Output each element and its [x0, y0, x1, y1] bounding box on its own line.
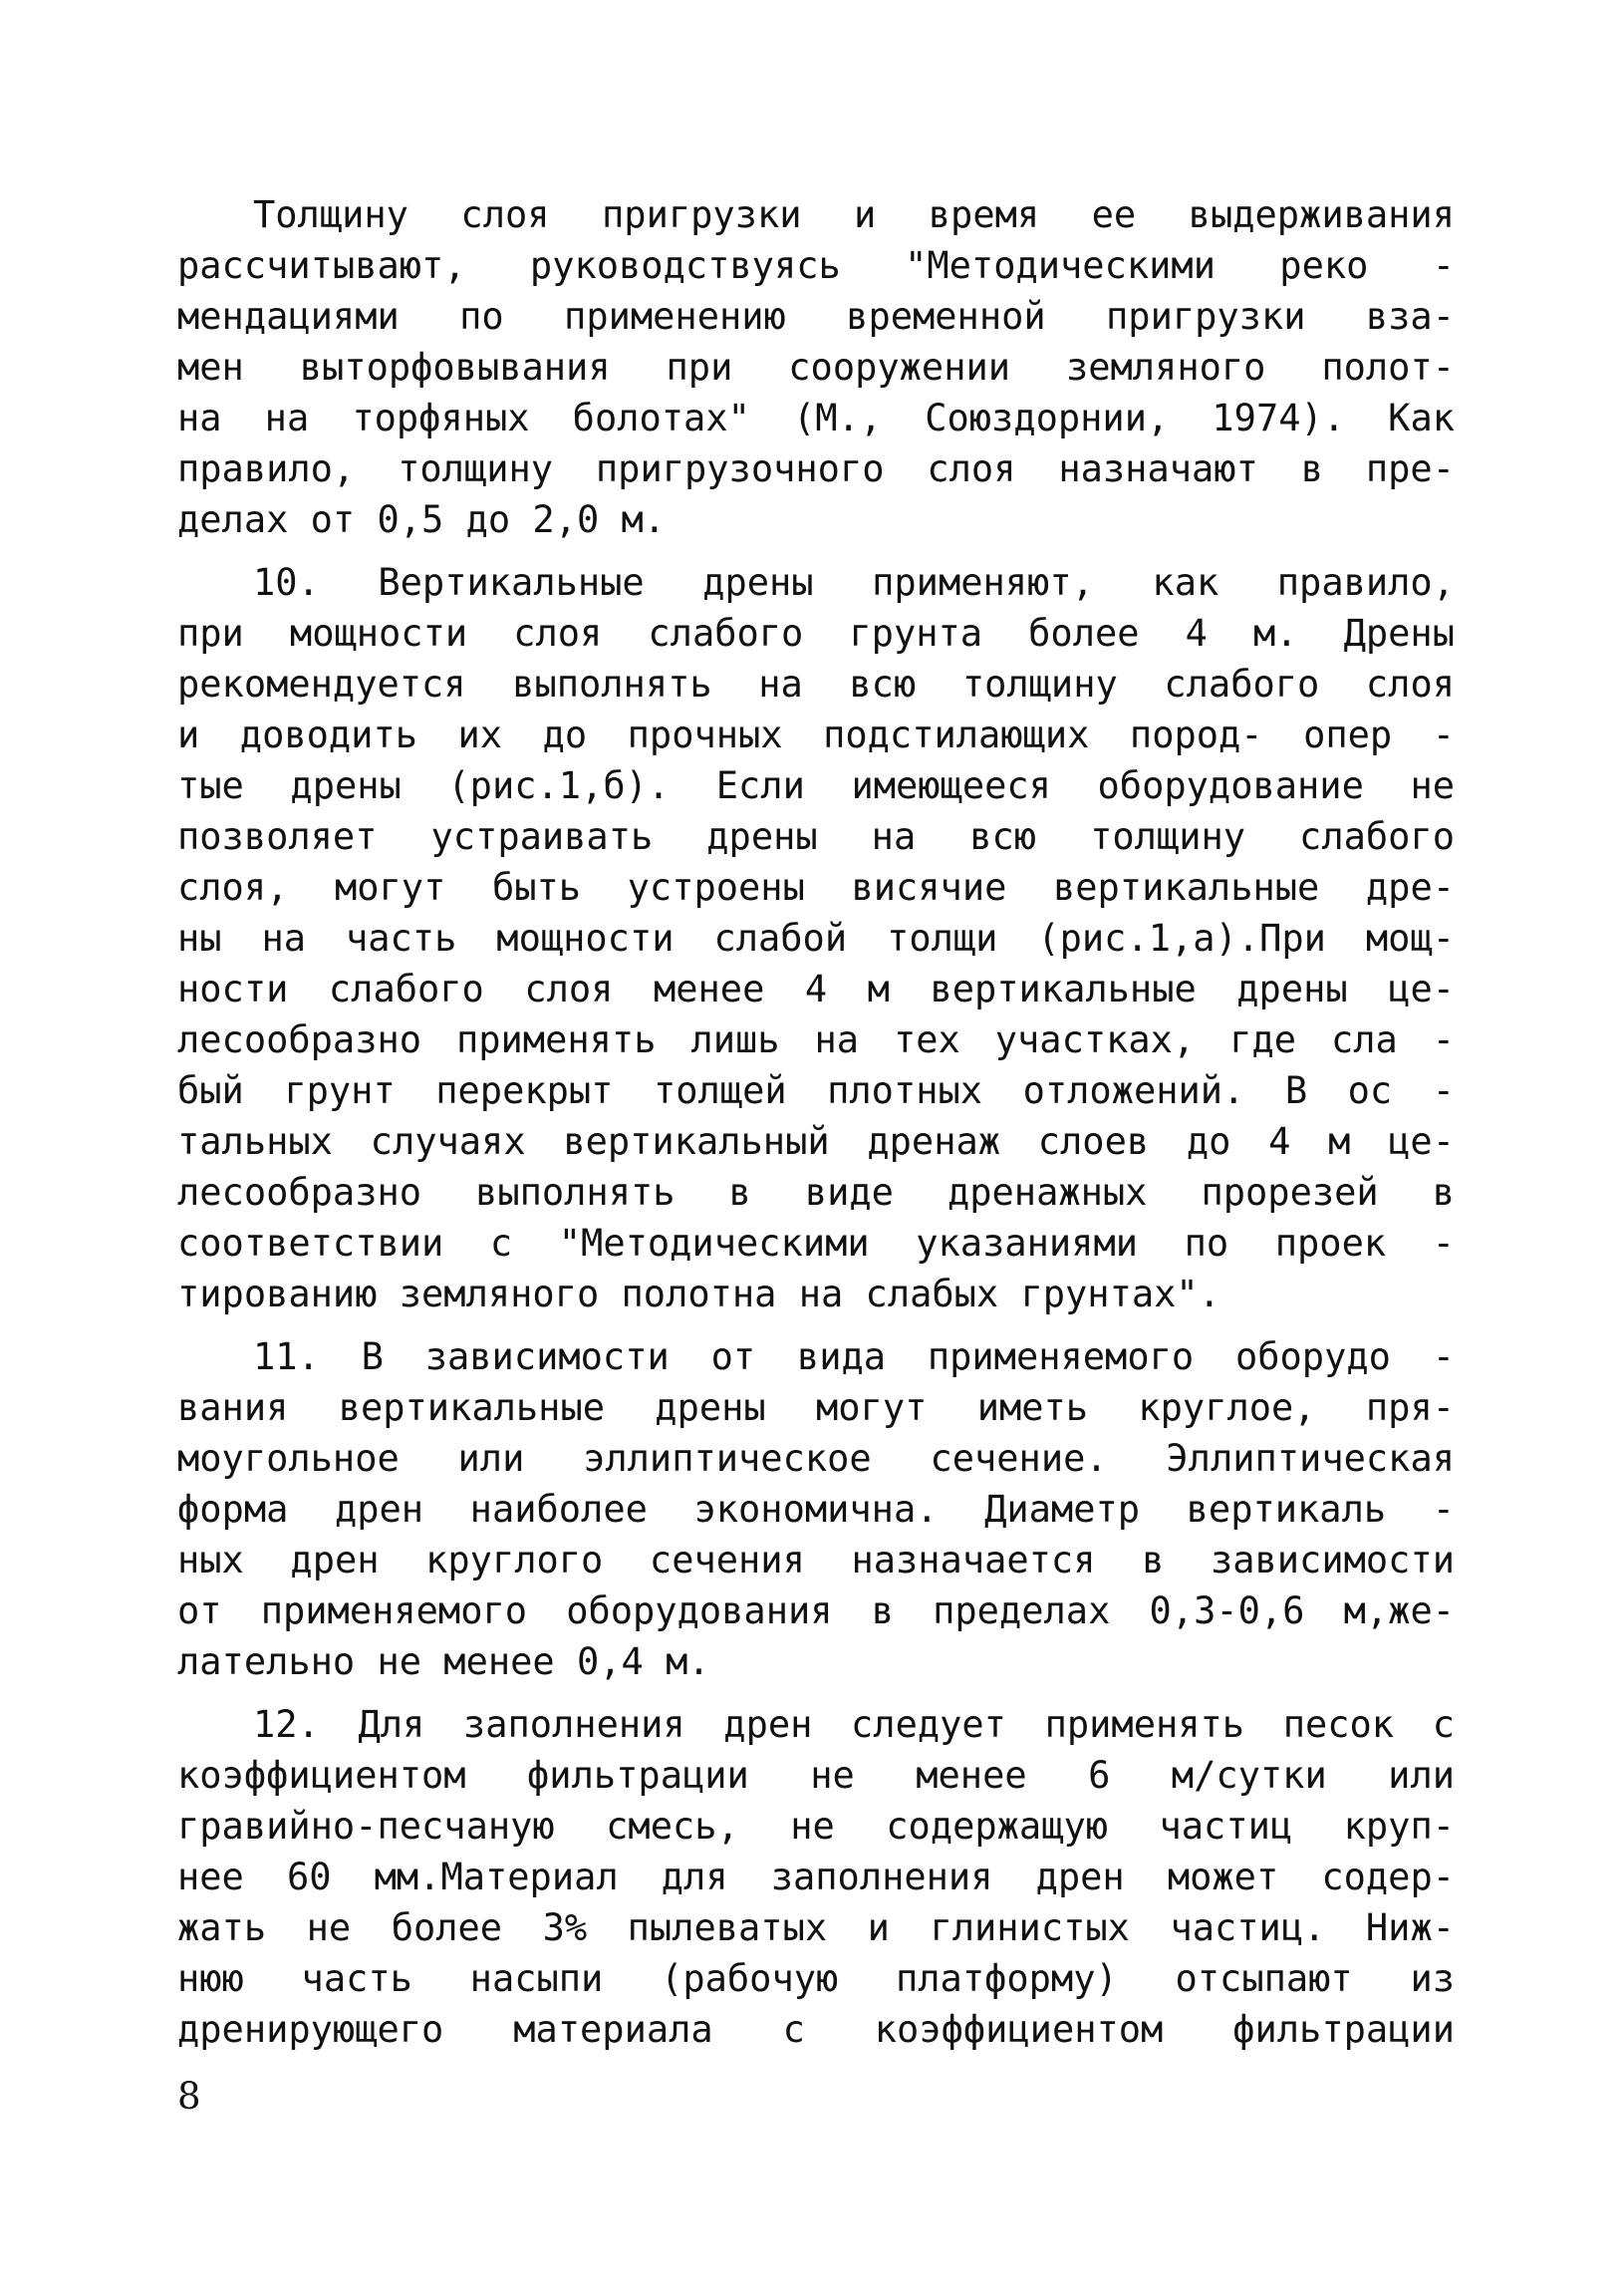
text-line: от применяемого оборудования в пределах 0,3-0,6 м,же- — [177, 1589, 1455, 1632]
document-body — [177, 189, 1455, 2067]
text-line: вания вертикальные дрены могут иметь круглое, пря- — [177, 1386, 1455, 1429]
text-line: на на торфяных болотах" (М., Союздорнии, 1974). Как — [177, 397, 1455, 439]
text-line: нее 60 мм.Материал для заполнения дрен может содер- — [177, 1856, 1455, 1898]
paragraph-intro — [177, 189, 1455, 545]
text-line: ны на часть мощности слабой толщи (рис.1,а).При мощ- — [177, 917, 1455, 960]
paragraph-11 — [177, 1331, 1455, 1687]
text-line: тые дрены (рис.1,б). Если имеющееся оборудование не — [177, 764, 1455, 807]
text-line: жать не более 3% пылеватых и глинистых частиц. Ниж- — [177, 1906, 1455, 1949]
text-line: тированию земляного полотна на слабых грунтах". — [177, 1273, 1220, 1315]
text-line: тальных случаях вертикальный дренаж слоев до 4 м це- — [177, 1120, 1455, 1163]
page-number: 8 — [177, 2075, 201, 2118]
text-line: Толщину слоя пригрузки и время ее выдерживания — [253, 193, 1455, 236]
text-line: ности слабого слоя менее 4 м вертикальные дрены це- — [177, 968, 1455, 1010]
paragraph-12 — [177, 1699, 1455, 2055]
text-line: гравийно-песчаную смесь, не содержащую частиц круп- — [177, 1805, 1455, 1848]
text-line: рассчитывают, руководствуясь "Методическими реко - — [177, 244, 1455, 287]
text-line: ных дрен круглого сечения назначается в зависимости — [177, 1539, 1455, 1581]
text-line: 11. В зависимости от вида применяемого оборудо - — [253, 1335, 1455, 1378]
text-line: делах от 0,5 до 2,0 м. — [177, 498, 667, 541]
text-line: бый грунт перекрыт толщей плотных отложений. В ос - — [177, 1069, 1455, 1112]
text-line: 12. Для заполнения дрен следует применять песок с — [253, 1703, 1455, 1746]
text-line: 10. Вертикальные дрены применяют, как правило, — [253, 561, 1455, 604]
text-line: дренирующего материала с коэффициентом фильтрации — [177, 2008, 1455, 2051]
paragraph-10 — [177, 557, 1455, 1319]
text-line: правило, толщину пригрузочного слоя назначают в пре- — [177, 447, 1455, 490]
text-line: при мощности слоя слабого грунта более 4 м. Дрены — [177, 612, 1455, 655]
text-line: лесообразно выполнять в виде дренажных прорезей в — [177, 1171, 1455, 1214]
text-line: моугольное или эллиптическое сечение. Эллиптическая — [177, 1437, 1455, 1480]
text-line: лательно не менее 0,4 м. — [177, 1640, 710, 1683]
text-line: и доводить их до прочных подстилающих пород- опер - — [177, 714, 1455, 756]
text-line: мен выторфовывания при сооружении земляного полот- — [177, 346, 1455, 389]
text-line: позволяет устраивать дрены на всю толщину слабого — [177, 815, 1455, 858]
text-line: лесообразно применять лишь на тех участках, где сла - — [177, 1018, 1455, 1061]
text-line: нюю часть насыпи (рабочую платформу) отсыпают из — [177, 1957, 1455, 2000]
text-line: рекомендуется выполнять на всю толщину слабого слоя — [177, 663, 1455, 706]
text-line: соответствии с "Методическими указаниями по проек - — [177, 1222, 1455, 1265]
text-line: коэффициентом фильтрации не менее 6 м/сутки или — [177, 1754, 1455, 1797]
text-line: мендациями по применению временной пригрузки вза- — [177, 295, 1455, 338]
text-line: слоя, могут быть устроены висячие вертикальные дре- — [177, 866, 1455, 909]
text-line: форма дрен наиболее экономична. Диаметр вертикаль - — [177, 1488, 1455, 1531]
